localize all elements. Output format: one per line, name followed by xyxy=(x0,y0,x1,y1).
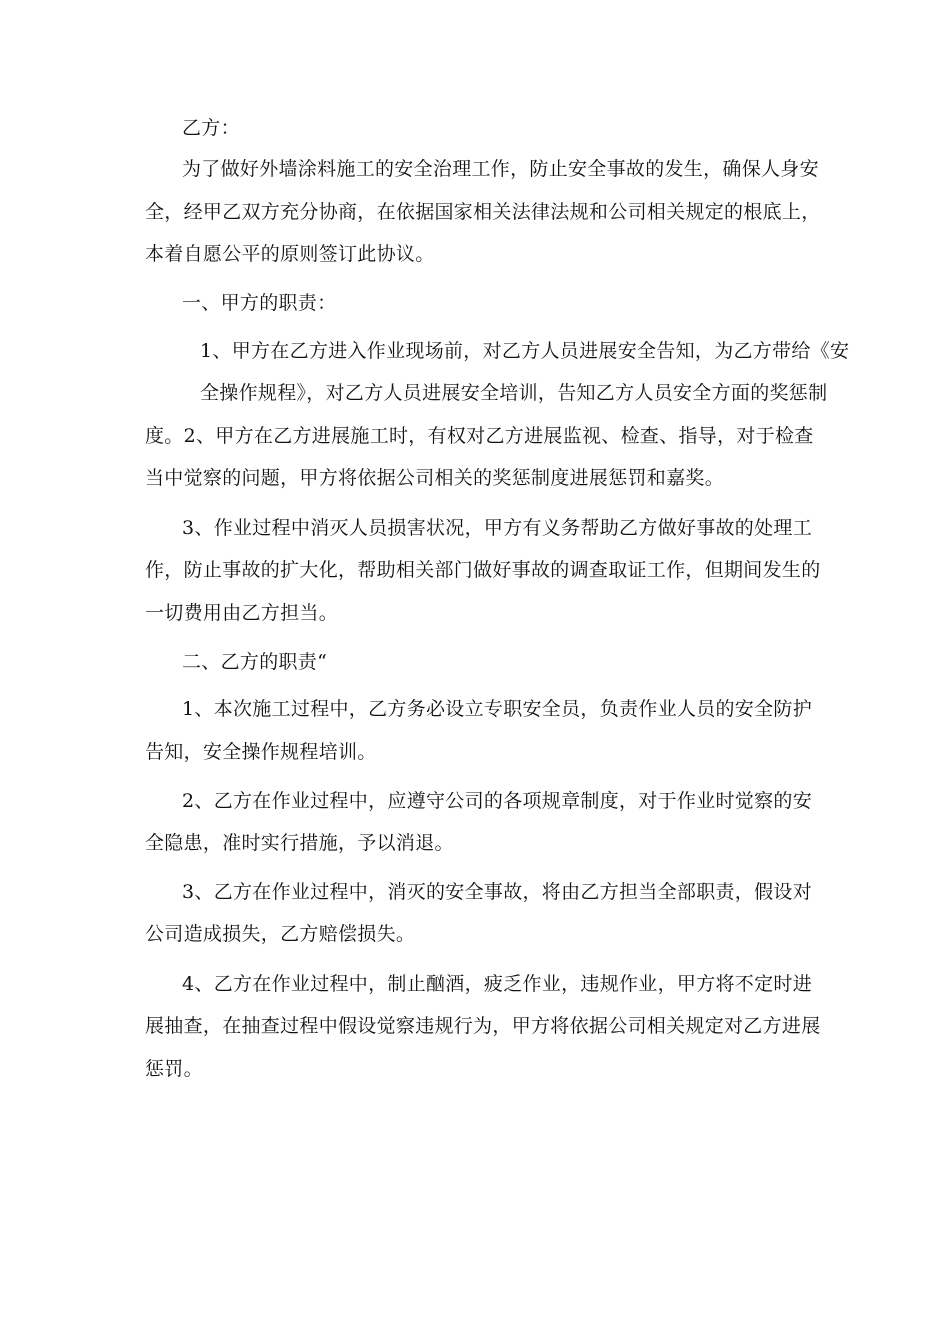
section2-heading: 二、乙方的职责“ xyxy=(182,651,328,673)
section2-line-9: 惩罚。 xyxy=(145,1058,203,1080)
section1-line-5: 3、作业过程中消灭人员损害状况，甲方有义务帮助乙方做好事故的处理工 xyxy=(182,517,812,539)
section1-heading: 一、甲方的职责： xyxy=(182,292,337,314)
party-b-label: 乙方： xyxy=(182,117,240,139)
section2-line-7: 4、乙方在作业过程中，制止酗酒，疲乏作业，违规作业，甲方将不定时进 xyxy=(182,973,812,995)
section2-line-6: 公司造成损失，乙方赔偿损失。 xyxy=(145,923,416,945)
section2-line-5: 3、乙方在作业过程中，消灭的安全事故，将由乙方担当全部职责，假设对 xyxy=(182,881,812,903)
section1-line-7: 一切费用由乙方担当。 xyxy=(145,602,339,624)
section1-line-6: 作，防止事故的扩大化，帮助相关部门做好事故的调查取证工作，但期间发生的 xyxy=(145,559,821,581)
section2-line-2: 告知，安全操作规程培训。 xyxy=(145,741,377,763)
section1-line-3: 度。2、甲方在乙方进展施工时，有权对乙方进展监视、检查、指导，对于检查 xyxy=(145,425,814,447)
section1-line-2: 全操作规程》，对乙方人员进展安全培训，告知乙方人员安全方面的奖惩制 xyxy=(200,382,828,404)
section2-line-3: 2、乙方在作业过程中，应遵守公司的各项规章制度，对于作业时觉察的安 xyxy=(182,790,812,812)
intro-line-3: 本着自愿公平的原则签订此协议。 xyxy=(145,243,435,265)
section2-line-4: 全隐患，准时实行措施，予以消退。 xyxy=(145,832,454,854)
intro-line-1: 为了做好外墙涂料施工的安全治理工作，防止安全事故的发生，确保人身安 xyxy=(182,158,819,180)
section1-line-4: 当中觉察的问题，甲方将依据公司相关的奖惩制度进展惩罚和嘉奖。 xyxy=(145,467,725,489)
section2-line-8: 展抽查，在抽查过程中假设觉察违规行为，甲方将依据公司相关规定对乙方进展 xyxy=(145,1015,821,1037)
intro-line-2: 全，经甲乙双方充分协商，在依据国家相关法律法规和公司相关规定的根底上， xyxy=(145,201,821,223)
section2-line-1: 1、本次施工过程中，乙方务必设立专职安全员，负责作业人员的安全防护 xyxy=(182,698,812,720)
section1-line-1: 1、甲方在乙方进入作业现场前，对乙方人员进展安全告知，为乙方带给《安 xyxy=(200,340,850,362)
